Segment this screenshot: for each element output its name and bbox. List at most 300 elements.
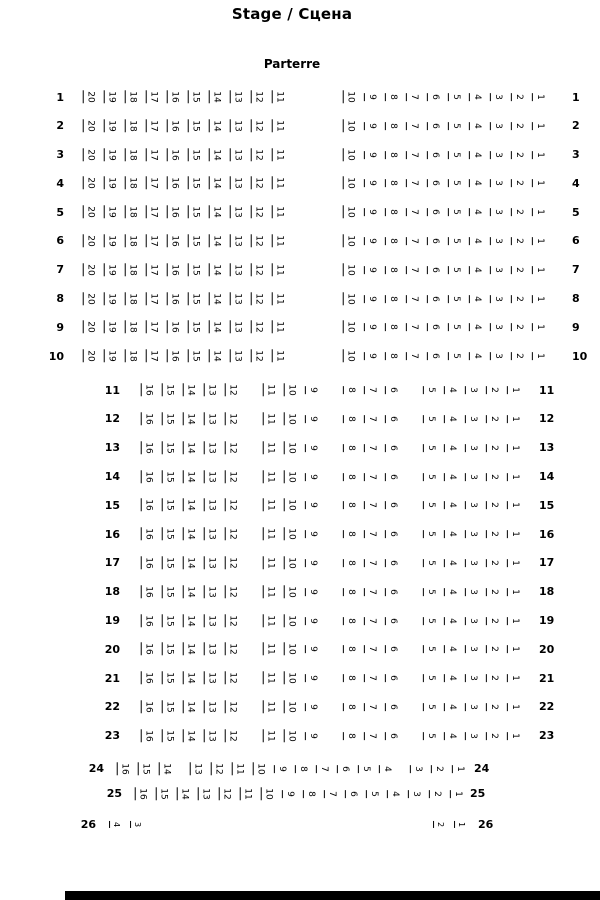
seat-7-1[interactable] — [527, 258, 548, 282]
seat-9-6[interactable] — [422, 315, 443, 339]
seat-18-9[interactable] — [300, 580, 321, 604]
seat-15-1[interactable] — [502, 493, 523, 517]
seat-9-5[interactable] — [443, 315, 464, 339]
seat-25-7[interactable] — [319, 782, 340, 806]
seat-6-16[interactable] — [162, 229, 183, 253]
seat-22-8[interactable] — [338, 695, 359, 719]
seat-5-18[interactable] — [120, 200, 141, 224]
seat-17-7[interactable] — [359, 551, 380, 575]
seat-24-9[interactable] — [269, 757, 290, 781]
seat-18-12[interactable] — [220, 580, 241, 604]
seat-8-6[interactable] — [422, 287, 443, 311]
seat-11-5[interactable] — [418, 378, 439, 402]
seat-17-12[interactable] — [220, 551, 241, 575]
seat-25-10[interactable] — [256, 782, 277, 806]
seat-4-13[interactable] — [225, 171, 246, 195]
seat-10-19[interactable] — [99, 344, 120, 368]
seat-10-9[interactable] — [359, 344, 380, 368]
seat-16-14[interactable] — [178, 522, 199, 546]
seat-9-14[interactable] — [204, 315, 225, 339]
seat-3-17[interactable] — [141, 143, 162, 167]
seat-15-5[interactable] — [418, 493, 439, 517]
seat-2-15[interactable] — [183, 114, 204, 138]
seat-25-16[interactable] — [130, 782, 151, 806]
seat-19-11[interactable] — [258, 609, 279, 633]
seat-2-13[interactable] — [225, 114, 246, 138]
seat-5-9[interactable] — [359, 200, 380, 224]
seat-19-8[interactable] — [338, 609, 359, 633]
seat-11-6[interactable] — [380, 378, 401, 402]
seat-8-20[interactable] — [78, 287, 99, 311]
seat-9-7[interactable] — [401, 315, 422, 339]
seat-15-7[interactable] — [359, 493, 380, 517]
seat-3-2[interactable] — [506, 143, 527, 167]
seat-3-11[interactable] — [267, 143, 288, 167]
seat-19-14[interactable] — [178, 609, 199, 633]
seat-8-11[interactable] — [267, 287, 288, 311]
seat-24-15[interactable] — [133, 757, 154, 781]
seat-22-2[interactable] — [481, 695, 502, 719]
seat-14-12[interactable] — [220, 465, 241, 489]
seat-12-2[interactable] — [481, 407, 502, 431]
seat-5-20[interactable] — [78, 200, 99, 224]
seat-26-2[interactable] — [428, 813, 449, 837]
seat-7-6[interactable] — [422, 258, 443, 282]
seat-24-11[interactable] — [227, 757, 248, 781]
seat-22-13[interactable] — [199, 695, 220, 719]
seat-25-1[interactable] — [445, 782, 466, 806]
seat-7-8[interactable] — [380, 258, 401, 282]
seat-10-1[interactable] — [527, 344, 548, 368]
seat-16-12[interactable] — [220, 522, 241, 546]
seat-6-14[interactable] — [204, 229, 225, 253]
seat-13-3[interactable] — [460, 436, 481, 460]
seat-5-16[interactable] — [162, 200, 183, 224]
seat-3-4[interactable] — [464, 143, 485, 167]
seat-1-4[interactable] — [464, 85, 485, 109]
seat-12-10[interactable] — [279, 407, 300, 431]
seat-17-3[interactable] — [460, 551, 481, 575]
seat-17-2[interactable] — [481, 551, 502, 575]
seat-8-8[interactable] — [380, 287, 401, 311]
seat-5-2[interactable] — [506, 200, 527, 224]
seat-23-9[interactable] — [300, 724, 321, 748]
seat-13-16[interactable] — [136, 436, 157, 460]
seat-3-10[interactable] — [338, 143, 359, 167]
seat-13-15[interactable] — [157, 436, 178, 460]
seat-13-10[interactable] — [279, 436, 300, 460]
seat-19-15[interactable] — [157, 609, 178, 633]
seat-5-11[interactable] — [267, 200, 288, 224]
seat-1-13[interactable] — [225, 85, 246, 109]
seat-18-5[interactable] — [418, 580, 439, 604]
seat-18-11[interactable] — [258, 580, 279, 604]
seat-6-15[interactable] — [183, 229, 204, 253]
seat-2-16[interactable] — [162, 114, 183, 138]
seat-15-15[interactable] — [157, 493, 178, 517]
seat-6-11[interactable] — [267, 229, 288, 253]
seat-22-7[interactable] — [359, 695, 380, 719]
seat-17-15[interactable] — [157, 551, 178, 575]
seat-16-9[interactable] — [300, 522, 321, 546]
seat-19-12[interactable] — [220, 609, 241, 633]
seat-4-6[interactable] — [422, 171, 443, 195]
seat-17-5[interactable] — [418, 551, 439, 575]
seat-12-11[interactable] — [258, 407, 279, 431]
seat-2-10[interactable] — [338, 114, 359, 138]
seat-2-1[interactable] — [527, 114, 548, 138]
seat-10-6[interactable] — [422, 344, 443, 368]
seat-16-4[interactable] — [439, 522, 460, 546]
seat-7-2[interactable] — [506, 258, 527, 282]
seat-10-20[interactable] — [78, 344, 99, 368]
seat-22-15[interactable] — [157, 695, 178, 719]
seat-22-10[interactable] — [279, 695, 300, 719]
seat-14-9[interactable] — [300, 465, 321, 489]
seat-5-8[interactable] — [380, 200, 401, 224]
seat-4-4[interactable] — [464, 171, 485, 195]
seat-17-14[interactable] — [178, 551, 199, 575]
seat-2-18[interactable] — [120, 114, 141, 138]
seat-21-9[interactable] — [300, 666, 321, 690]
seat-20-13[interactable] — [199, 637, 220, 661]
seat-8-13[interactable] — [225, 287, 246, 311]
seat-6-17[interactable] — [141, 229, 162, 253]
seat-10-13[interactable] — [225, 344, 246, 368]
seat-8-12[interactable] — [246, 287, 267, 311]
seat-5-14[interactable] — [204, 200, 225, 224]
seat-15-3[interactable] — [460, 493, 481, 517]
seat-1-17[interactable] — [141, 85, 162, 109]
seat-7-15[interactable] — [183, 258, 204, 282]
seat-20-2[interactable] — [481, 637, 502, 661]
seat-22-9[interactable] — [300, 695, 321, 719]
seat-23-5[interactable] — [418, 724, 439, 748]
seat-12-12[interactable] — [220, 407, 241, 431]
seat-21-12[interactable] — [220, 666, 241, 690]
seat-18-16[interactable] — [136, 580, 157, 604]
seat-14-5[interactable] — [418, 465, 439, 489]
seat-22-16[interactable] — [136, 695, 157, 719]
seat-5-6[interactable] — [422, 200, 443, 224]
seat-23-10[interactable] — [279, 724, 300, 748]
seat-9-11[interactable] — [267, 315, 288, 339]
seat-8-5[interactable] — [443, 287, 464, 311]
seat-11-1[interactable] — [502, 378, 523, 402]
seat-8-16[interactable] — [162, 287, 183, 311]
seat-13-5[interactable] — [418, 436, 439, 460]
seat-19-4[interactable] — [439, 609, 460, 633]
seat-4-10[interactable] — [338, 171, 359, 195]
seat-4-11[interactable] — [267, 171, 288, 195]
seat-25-4[interactable] — [382, 782, 403, 806]
seat-2-9[interactable] — [359, 114, 380, 138]
seat-2-19[interactable] — [99, 114, 120, 138]
seat-24-10[interactable] — [248, 757, 269, 781]
seat-6-20[interactable] — [78, 229, 99, 253]
seat-2-14[interactable] — [204, 114, 225, 138]
seat-6-7[interactable] — [401, 229, 422, 253]
seat-20-9[interactable] — [300, 637, 321, 661]
seat-8-19[interactable] — [99, 287, 120, 311]
seat-14-15[interactable] — [157, 465, 178, 489]
seat-21-1[interactable] — [502, 666, 523, 690]
seat-5-12[interactable] — [246, 200, 267, 224]
seat-15-4[interactable] — [439, 493, 460, 517]
seat-1-12[interactable] — [246, 85, 267, 109]
seat-10-10[interactable] — [338, 344, 359, 368]
seat-9-15[interactable] — [183, 315, 204, 339]
seat-25-2[interactable] — [424, 782, 445, 806]
seat-1-10[interactable] — [338, 85, 359, 109]
seat-21-11[interactable] — [258, 666, 279, 690]
seat-8-15[interactable] — [183, 287, 204, 311]
seat-9-19[interactable] — [99, 315, 120, 339]
seat-14-10[interactable] — [279, 465, 300, 489]
seat-22-4[interactable] — [439, 695, 460, 719]
seat-24-16[interactable] — [112, 757, 133, 781]
seat-17-1[interactable] — [502, 551, 523, 575]
seat-13-8[interactable] — [338, 436, 359, 460]
seat-1-2[interactable] — [506, 85, 527, 109]
seat-17-4[interactable] — [439, 551, 460, 575]
seat-3-14[interactable] — [204, 143, 225, 167]
seat-19-13[interactable] — [199, 609, 220, 633]
seat-5-10[interactable] — [338, 200, 359, 224]
seat-18-3[interactable] — [460, 580, 481, 604]
seat-14-16[interactable] — [136, 465, 157, 489]
seat-11-2[interactable] — [481, 378, 502, 402]
seat-17-9[interactable] — [300, 551, 321, 575]
seat-7-19[interactable] — [99, 258, 120, 282]
seat-19-9[interactable] — [300, 609, 321, 633]
seat-21-4[interactable] — [439, 666, 460, 690]
seat-21-3[interactable] — [460, 666, 481, 690]
seat-25-3[interactable] — [403, 782, 424, 806]
seat-1-11[interactable] — [267, 85, 288, 109]
seat-16-7[interactable] — [359, 522, 380, 546]
seat-15-2[interactable] — [481, 493, 502, 517]
seat-17-10[interactable] — [279, 551, 300, 575]
seat-1-19[interactable] — [99, 85, 120, 109]
seat-11-15[interactable] — [157, 378, 178, 402]
seat-20-4[interactable] — [439, 637, 460, 661]
seat-6-3[interactable] — [485, 229, 506, 253]
seat-1-14[interactable] — [204, 85, 225, 109]
seat-18-14[interactable] — [178, 580, 199, 604]
seat-24-14[interactable] — [154, 757, 175, 781]
seat-6-6[interactable] — [422, 229, 443, 253]
seat-15-9[interactable] — [300, 493, 321, 517]
seat-10-4[interactable] — [464, 344, 485, 368]
seat-21-6[interactable] — [380, 666, 401, 690]
seat-13-12[interactable] — [220, 436, 241, 460]
seat-21-13[interactable] — [199, 666, 220, 690]
seat-20-11[interactable] — [258, 637, 279, 661]
seat-3-1[interactable] — [527, 143, 548, 167]
seat-16-1[interactable] — [502, 522, 523, 546]
seat-16-5[interactable] — [418, 522, 439, 546]
seat-1-20[interactable] — [78, 85, 99, 109]
seat-25-13[interactable] — [193, 782, 214, 806]
seat-5-17[interactable] — [141, 200, 162, 224]
seat-13-2[interactable] — [481, 436, 502, 460]
seat-20-8[interactable] — [338, 637, 359, 661]
seat-3-12[interactable] — [246, 143, 267, 167]
seat-20-5[interactable] — [418, 637, 439, 661]
seat-14-4[interactable] — [439, 465, 460, 489]
seat-10-14[interactable] — [204, 344, 225, 368]
seat-15-14[interactable] — [178, 493, 199, 517]
seat-20-12[interactable] — [220, 637, 241, 661]
seat-7-14[interactable] — [204, 258, 225, 282]
seat-17-11[interactable] — [258, 551, 279, 575]
seat-7-10[interactable] — [338, 258, 359, 282]
seat-18-6[interactable] — [380, 580, 401, 604]
seat-25-12[interactable] — [214, 782, 235, 806]
seat-8-1[interactable] — [527, 287, 548, 311]
seat-11-9[interactable] — [300, 378, 321, 402]
seat-3-19[interactable] — [99, 143, 120, 167]
seat-18-10[interactable] — [279, 580, 300, 604]
seat-14-8[interactable] — [338, 465, 359, 489]
seat-8-7[interactable] — [401, 287, 422, 311]
seat-14-11[interactable] — [258, 465, 279, 489]
seat-9-10[interactable] — [338, 315, 359, 339]
seat-18-8[interactable] — [338, 580, 359, 604]
seat-10-2[interactable] — [506, 344, 527, 368]
seat-2-5[interactable] — [443, 114, 464, 138]
seat-8-4[interactable] — [464, 287, 485, 311]
seat-6-1[interactable] — [527, 229, 548, 253]
seat-8-17[interactable] — [141, 287, 162, 311]
seat-2-20[interactable] — [78, 114, 99, 138]
seat-21-15[interactable] — [157, 666, 178, 690]
seat-19-16[interactable] — [136, 609, 157, 633]
seat-12-5[interactable] — [418, 407, 439, 431]
seat-1-9[interactable] — [359, 85, 380, 109]
seat-13-11[interactable] — [258, 436, 279, 460]
seat-9-18[interactable] — [120, 315, 141, 339]
seat-1-1[interactable] — [527, 85, 548, 109]
seat-22-11[interactable] — [258, 695, 279, 719]
seat-18-4[interactable] — [439, 580, 460, 604]
seat-4-2[interactable] — [506, 171, 527, 195]
seat-9-8[interactable] — [380, 315, 401, 339]
seat-12-6[interactable] — [380, 407, 401, 431]
seat-4-7[interactable] — [401, 171, 422, 195]
seat-20-16[interactable] — [136, 637, 157, 661]
seat-21-16[interactable] — [136, 666, 157, 690]
seat-26-3[interactable] — [125, 813, 146, 837]
seat-7-20[interactable] — [78, 258, 99, 282]
seat-21-8[interactable] — [338, 666, 359, 690]
seat-12-14[interactable] — [178, 407, 199, 431]
seat-1-8[interactable] — [380, 85, 401, 109]
seat-2-4[interactable] — [464, 114, 485, 138]
seat-23-1[interactable] — [502, 724, 523, 748]
seat-20-3[interactable] — [460, 637, 481, 661]
seat-4-19[interactable] — [99, 171, 120, 195]
seat-10-15[interactable] — [183, 344, 204, 368]
seat-5-15[interactable] — [183, 200, 204, 224]
seat-23-16[interactable] — [136, 724, 157, 748]
seat-10-17[interactable] — [141, 344, 162, 368]
seat-11-14[interactable] — [178, 378, 199, 402]
seat-2-17[interactable] — [141, 114, 162, 138]
seat-13-7[interactable] — [359, 436, 380, 460]
seat-9-4[interactable] — [464, 315, 485, 339]
seat-1-18[interactable] — [120, 85, 141, 109]
seat-18-2[interactable] — [481, 580, 502, 604]
seat-23-4[interactable] — [439, 724, 460, 748]
seat-19-2[interactable] — [481, 609, 502, 633]
seat-16-11[interactable] — [258, 522, 279, 546]
seat-25-9[interactable] — [277, 782, 298, 806]
seat-24-13[interactable] — [185, 757, 206, 781]
seat-25-5[interactable] — [361, 782, 382, 806]
seat-6-4[interactable] — [464, 229, 485, 253]
seat-6-12[interactable] — [246, 229, 267, 253]
seat-11-7[interactable] — [359, 378, 380, 402]
seat-4-17[interactable] — [141, 171, 162, 195]
seat-11-3[interactable] — [460, 378, 481, 402]
seat-6-10[interactable] — [338, 229, 359, 253]
seat-15-10[interactable] — [279, 493, 300, 517]
seat-12-16[interactable] — [136, 407, 157, 431]
seat-13-13[interactable] — [199, 436, 220, 460]
seat-20-10[interactable] — [279, 637, 300, 661]
seat-24-5[interactable] — [353, 757, 374, 781]
seat-11-4[interactable] — [439, 378, 460, 402]
seat-3-8[interactable] — [380, 143, 401, 167]
seat-7-4[interactable] — [464, 258, 485, 282]
seat-9-2[interactable] — [506, 315, 527, 339]
seat-9-16[interactable] — [162, 315, 183, 339]
seat-23-15[interactable] — [157, 724, 178, 748]
seat-1-15[interactable] — [183, 85, 204, 109]
seat-3-9[interactable] — [359, 143, 380, 167]
seat-7-3[interactable] — [485, 258, 506, 282]
seat-7-17[interactable] — [141, 258, 162, 282]
seat-19-6[interactable] — [380, 609, 401, 633]
seat-19-1[interactable] — [502, 609, 523, 633]
seat-26-1[interactable] — [449, 813, 470, 837]
seat-3-7[interactable] — [401, 143, 422, 167]
seat-10-11[interactable] — [267, 344, 288, 368]
seat-15-12[interactable] — [220, 493, 241, 517]
seat-23-3[interactable] — [460, 724, 481, 748]
seat-4-3[interactable] — [485, 171, 506, 195]
seat-11-12[interactable] — [220, 378, 241, 402]
seat-18-1[interactable] — [502, 580, 523, 604]
seat-8-10[interactable] — [338, 287, 359, 311]
seat-8-2[interactable] — [506, 287, 527, 311]
seat-10-5[interactable] — [443, 344, 464, 368]
seat-14-1[interactable] — [502, 465, 523, 489]
seat-1-16[interactable] — [162, 85, 183, 109]
seat-12-9[interactable] — [300, 407, 321, 431]
seat-2-11[interactable] — [267, 114, 288, 138]
seat-7-18[interactable] — [120, 258, 141, 282]
seat-14-14[interactable] — [178, 465, 199, 489]
seat-17-8[interactable] — [338, 551, 359, 575]
seat-19-5[interactable] — [418, 609, 439, 633]
seat-3-16[interactable] — [162, 143, 183, 167]
seat-11-16[interactable] — [136, 378, 157, 402]
seat-3-20[interactable] — [78, 143, 99, 167]
seat-1-7[interactable] — [401, 85, 422, 109]
